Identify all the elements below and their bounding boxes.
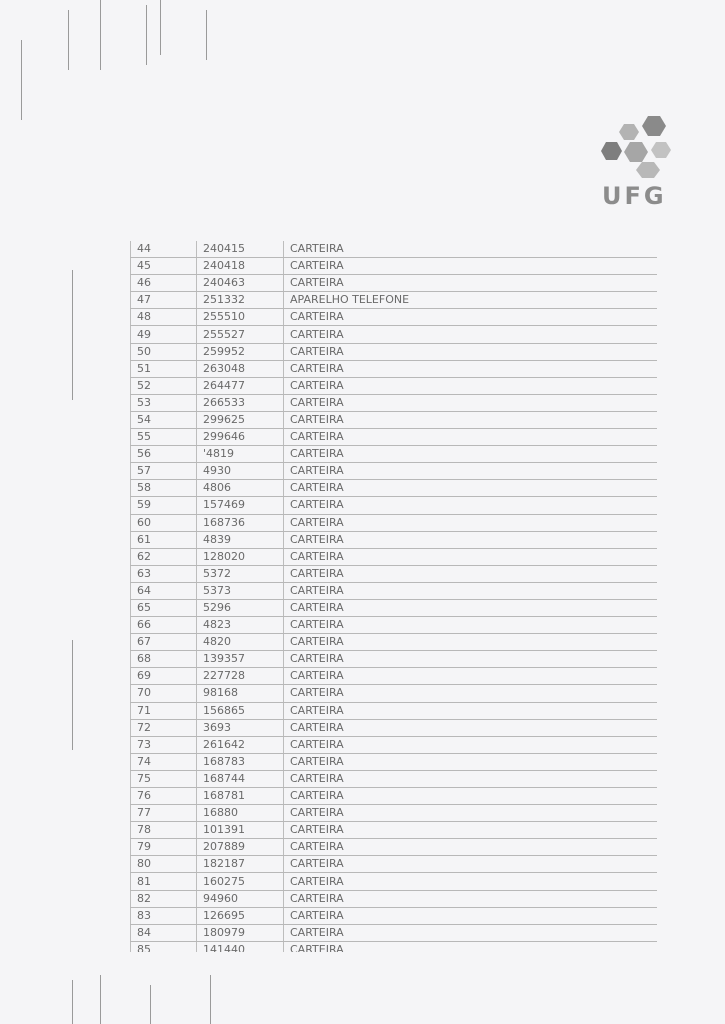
table-row (131, 599, 658, 616)
scan-mark (72, 640, 73, 750)
row-number-cell: 64 (131, 582, 197, 599)
code-cell: 251332 (197, 292, 284, 309)
table-row (131, 463, 658, 480)
row-number-cell: 79 (131, 839, 197, 856)
row-number-cell: 72 (131, 719, 197, 736)
table-row (131, 873, 658, 890)
description-cell: CARTEIRA (284, 890, 658, 907)
code-cell: 240463 (197, 275, 284, 292)
row-number-cell: 70 (131, 685, 197, 702)
table-row (131, 377, 658, 394)
code-cell: 4806 (197, 480, 284, 497)
table-row (131, 770, 658, 787)
table-row (131, 326, 658, 343)
code-cell: 255527 (197, 326, 284, 343)
description-cell: CARTEIRA (284, 377, 658, 394)
description-cell: CARTEIRA (284, 326, 658, 343)
row-number-cell: 58 (131, 480, 197, 497)
table-row (131, 753, 658, 770)
table-row (131, 941, 658, 952)
description-cell: CARTEIRA (284, 668, 658, 685)
code-cell: 4820 (197, 634, 284, 651)
code-cell: 94960 (197, 890, 284, 907)
description-cell: CARTEIRA (284, 565, 658, 582)
scan-mark (100, 0, 101, 70)
row-number-cell: 74 (131, 753, 197, 770)
code-cell: 299646 (197, 429, 284, 446)
description-cell: CARTEIRA (284, 360, 658, 377)
table-row (131, 617, 658, 634)
code-cell: 168744 (197, 770, 284, 787)
code-cell: 240418 (197, 258, 284, 275)
description-cell: CARTEIRA (284, 839, 658, 856)
row-number-cell: 49 (131, 326, 197, 343)
code-cell: 259952 (197, 343, 284, 360)
table-row (131, 565, 658, 582)
row-number-cell: 81 (131, 873, 197, 890)
description-cell: CARTEIRA (284, 770, 658, 787)
table-row (131, 907, 658, 924)
table-row (131, 446, 658, 463)
logo-hexagon (642, 116, 666, 136)
row-number-cell: 62 (131, 548, 197, 565)
scan-mark (21, 40, 22, 120)
table-row (131, 668, 658, 685)
row-number-cell: 59 (131, 497, 197, 514)
code-cell: 168736 (197, 514, 284, 531)
code-cell: 160275 (197, 873, 284, 890)
code-cell: 16880 (197, 805, 284, 822)
row-number-cell: 63 (131, 565, 197, 582)
scan-mark (68, 10, 69, 70)
code-cell: 263048 (197, 360, 284, 377)
table-row (131, 651, 658, 668)
row-number-cell: 78 (131, 822, 197, 839)
code-cell: 299625 (197, 411, 284, 428)
description-cell: CARTEIRA (284, 309, 658, 326)
scan-mark (72, 980, 73, 1024)
row-number-cell: 52 (131, 377, 197, 394)
description-cell: CARTEIRA (284, 907, 658, 924)
code-cell: 168781 (197, 788, 284, 805)
row-number-cell: 82 (131, 890, 197, 907)
table-row (131, 343, 658, 360)
table-row (131, 292, 658, 309)
code-cell: 157469 (197, 497, 284, 514)
code-cell: 4823 (197, 617, 284, 634)
code-cell: 4839 (197, 531, 284, 548)
table-row (131, 275, 658, 292)
description-cell: CARTEIRA (284, 702, 658, 719)
description-cell: CARTEIRA (284, 343, 658, 360)
code-cell: 261642 (197, 736, 284, 753)
table-row (131, 890, 658, 907)
logo-hexagon (619, 124, 639, 140)
description-cell: CARTEIRA (284, 582, 658, 599)
scan-mark (206, 10, 207, 60)
description-cell: CARTEIRA (284, 599, 658, 616)
row-number-cell: 71 (131, 702, 197, 719)
table-row (131, 822, 658, 839)
logo-hexagon (636, 162, 660, 178)
ufg-logo-emblem (598, 112, 678, 178)
row-number-cell: 69 (131, 668, 197, 685)
row-number-cell: 47 (131, 292, 197, 309)
description-cell: CARTEIRA (284, 685, 658, 702)
table-row (131, 805, 658, 822)
code-cell: 255510 (197, 309, 284, 326)
table-row (131, 394, 658, 411)
code-cell: 4930 (197, 463, 284, 480)
table-row (131, 309, 658, 326)
description-cell: CARTEIRA (284, 258, 658, 275)
code-cell: 128020 (197, 548, 284, 565)
row-number-cell: 48 (131, 309, 197, 326)
logo-hexagon (651, 142, 671, 158)
row-number-cell: 77 (131, 805, 197, 822)
scan-mark (100, 975, 101, 1024)
table-row (131, 736, 658, 753)
scan-mark (146, 5, 147, 65)
description-cell: CARTEIRA (284, 617, 658, 634)
description-cell: CARTEIRA (284, 651, 658, 668)
description-cell: CARTEIRA (284, 788, 658, 805)
row-number-cell: 83 (131, 907, 197, 924)
description-cell: CARTEIRA (284, 753, 658, 770)
description-cell: CARTEIRA (284, 531, 658, 548)
row-number-cell: 44 (131, 241, 197, 258)
table-row (131, 497, 658, 514)
code-cell: 180979 (197, 924, 284, 941)
scan-mark (210, 975, 211, 1024)
table-row (131, 582, 658, 599)
code-cell: 5296 (197, 599, 284, 616)
row-number-cell: 46 (131, 275, 197, 292)
logo-hexagon (601, 142, 622, 160)
table-row (131, 702, 658, 719)
description-cell: CARTEIRA (284, 429, 658, 446)
item-table-grid (130, 241, 657, 952)
row-number-cell: 61 (131, 531, 197, 548)
description-cell: CARTEIRA (284, 873, 658, 890)
description-cell: CARTEIRA (284, 446, 658, 463)
code-cell: 139357 (197, 651, 284, 668)
table-row (131, 788, 658, 805)
logo-text: UFG (602, 182, 667, 210)
row-number-cell: 53 (131, 394, 197, 411)
code-cell: 182187 (197, 856, 284, 873)
table-row (131, 480, 658, 497)
description-cell: CARTEIRA (284, 548, 658, 565)
code-cell: 98168 (197, 685, 284, 702)
code-cell: 156865 (197, 702, 284, 719)
code-cell: 266533 (197, 394, 284, 411)
code-cell: '4819 (197, 446, 284, 463)
code-cell: 168783 (197, 753, 284, 770)
row-number-cell: 67 (131, 634, 197, 651)
description-cell: CARTEIRA (284, 241, 658, 258)
table-row (131, 411, 658, 428)
code-cell: 240415 (197, 241, 284, 258)
table-row (131, 360, 658, 377)
row-number-cell: 45 (131, 258, 197, 275)
code-cell: 264477 (197, 377, 284, 394)
row-number-cell: 55 (131, 429, 197, 446)
description-cell: CARTEIRA (284, 924, 658, 941)
description-cell: CARTEIRA (284, 394, 658, 411)
row-number-cell: 68 (131, 651, 197, 668)
table-row (131, 531, 658, 548)
code-cell: 5372 (197, 565, 284, 582)
description-cell: CARTEIRA (284, 275, 658, 292)
row-number-cell: 57 (131, 463, 197, 480)
code-cell: 141440 (197, 941, 284, 952)
table-row (131, 856, 658, 873)
table-row (131, 685, 658, 702)
description-cell: CARTEIRA (284, 634, 658, 651)
row-number-cell: 51 (131, 360, 197, 377)
table-row (131, 429, 658, 446)
code-cell: 5373 (197, 582, 284, 599)
description-cell: CARTEIRA (284, 822, 658, 839)
item-table (130, 241, 657, 952)
description-cell: CARTEIRA (284, 497, 658, 514)
description-cell: CARTEIRA (284, 463, 658, 480)
scan-mark (150, 985, 151, 1024)
description-cell: CARTEIRA (284, 411, 658, 428)
scan-mark (72, 270, 73, 400)
code-cell: 207889 (197, 839, 284, 856)
description-cell: CARTEIRA (284, 736, 658, 753)
description-cell: APARELHO TELEFONE (284, 292, 658, 309)
row-number-cell: 76 (131, 788, 197, 805)
table-row (131, 924, 658, 941)
row-number-cell: 85 (131, 941, 197, 952)
scan-mark (160, 0, 161, 55)
description-cell: CARTEIRA (284, 856, 658, 873)
description-cell: CARTEIRA (284, 719, 658, 736)
row-number-cell: 60 (131, 514, 197, 531)
table-row (131, 548, 658, 565)
table-row (131, 241, 658, 258)
row-number-cell: 65 (131, 599, 197, 616)
code-cell: 101391 (197, 822, 284, 839)
table-row (131, 514, 658, 531)
description-cell: CARTEIRA (284, 480, 658, 497)
table-row (131, 258, 658, 275)
row-number-cell: 50 (131, 343, 197, 360)
code-cell: 227728 (197, 668, 284, 685)
logo-hexagon (624, 142, 648, 162)
row-number-cell: 66 (131, 617, 197, 634)
row-number-cell: 56 (131, 446, 197, 463)
code-cell: 126695 (197, 907, 284, 924)
row-number-cell: 80 (131, 856, 197, 873)
row-number-cell: 73 (131, 736, 197, 753)
code-cell: 3693 (197, 719, 284, 736)
table-row (131, 839, 658, 856)
description-cell: CARTEIRA (284, 805, 658, 822)
table-row (131, 634, 658, 651)
item-table-body (131, 241, 658, 952)
description-cell: CARTEIRA (284, 514, 658, 531)
description-cell: CARTEIRA (284, 941, 658, 952)
ufg-logo (598, 112, 678, 210)
row-number-cell: 84 (131, 924, 197, 941)
table-row (131, 719, 658, 736)
row-number-cell: 75 (131, 770, 197, 787)
row-number-cell: 54 (131, 411, 197, 428)
